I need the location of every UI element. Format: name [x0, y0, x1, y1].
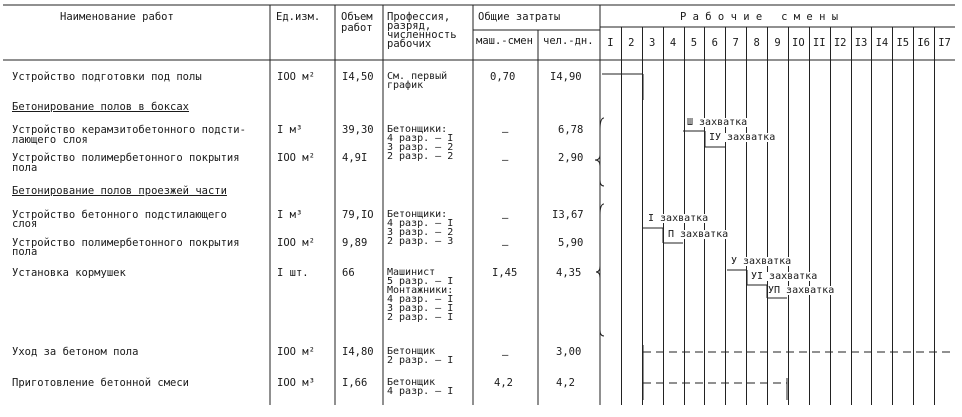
row-9-labor: 4,2 [556, 377, 575, 389]
row-8-machine: – [502, 349, 509, 361]
header-profession-2: разряд, [387, 20, 432, 32]
row-6-volume: 9,89 [342, 237, 368, 249]
row-2-machine: – [502, 126, 509, 138]
row-3-machine: – [502, 154, 509, 166]
row-6-labor: 5,90 [558, 237, 584, 249]
row-6-name-1: Устройство полимербетонного покрытия [12, 237, 240, 249]
row-5-prof-4: 2 разр. – 3 [387, 236, 454, 247]
shift-number: 9 [774, 37, 781, 49]
row-7-unit: I шт. [277, 267, 309, 279]
row-1-name: Устройство подготовки под полы [12, 71, 202, 83]
row-3-unit: IOO м² [277, 152, 315, 164]
header-unit: Ед.изм. [276, 11, 321, 23]
row-3-volume: 4,9I [342, 152, 368, 164]
gantt-label-3: Ш захватка [687, 117, 748, 128]
shift-number: I4 [875, 37, 889, 49]
row-8-prof-1: Бетонщик [387, 346, 436, 357]
header-machine: маш.-смен [476, 35, 533, 47]
row-7-labor: 4,35 [556, 267, 582, 279]
header-volume-2: работ [341, 22, 373, 34]
row-8-volume: I4,80 [342, 346, 374, 358]
row-5-labor: I3,67 [552, 209, 584, 221]
header-total: Общие затраты [478, 11, 561, 23]
row-5-volume: 79,IO [342, 209, 374, 221]
row-7-prof-6: 2 разр. – I [387, 312, 454, 323]
row-3-name-1: Устройство полимербетонного покрытия [12, 152, 240, 164]
row-8-name: Уход за бетоном пола [12, 346, 139, 358]
gantt-label-4: IУ захватка [709, 132, 776, 143]
shift-number: I7 [938, 37, 951, 49]
shift-number: 3 [649, 37, 656, 49]
row-9-prof-2: 4 разр. – I [387, 386, 454, 397]
row-7-volume: 66 [342, 267, 355, 279]
row-8-unit: IOO м² [277, 346, 315, 358]
row-6-unit: IOO м² [277, 237, 315, 249]
shift-number: 8 [753, 37, 760, 49]
gantt-braces [595, 118, 604, 336]
shift-number: II [812, 37, 826, 49]
shift-number: 5 [690, 37, 698, 49]
shift-number: 2 [628, 37, 635, 49]
row-1-unit: IOO м² [277, 71, 315, 83]
header-volume-1: Объем [341, 11, 373, 23]
shift-number: I [607, 37, 614, 49]
shift-number: 6 [711, 37, 718, 49]
row-5-name-1: Устройство бетонного подстилающего [12, 209, 227, 221]
row-3-labor: 2,90 [558, 152, 584, 164]
row-5-machine: – [502, 212, 509, 224]
row-7-prof-2: 5 разр. – I [387, 276, 454, 287]
header-name: Наименование работ [60, 11, 174, 23]
row-7-prof-1: Машинист [387, 267, 436, 278]
header-shifts: Р а б о ч и е с м е н ы [680, 11, 839, 23]
row-1-prof-2: график [387, 80, 424, 91]
row-5-unit: I м³ [277, 209, 303, 221]
row-9-machine: 4,2 [494, 377, 513, 389]
row-2-name-2: лающего слоя [12, 134, 88, 146]
row-5-name-2: слоя [12, 218, 38, 230]
gantt-label-7: УП захватка [768, 285, 835, 296]
row-9-name: Приготовление бетонной смеси [12, 377, 190, 389]
row-7-prof-4: 4 разр. – I [387, 294, 454, 305]
row-5-prof-2: 4 разр. – I [387, 218, 454, 229]
header-profession-3: численность [387, 29, 457, 41]
row-9-prof-1: Бетонщик [387, 377, 436, 388]
section-boxes-title: Бетонирование полов в боксах [12, 101, 190, 113]
row-7-machine: I,45 [492, 267, 518, 279]
shift-number: I2 [833, 37, 847, 49]
shift-number: IO [792, 37, 805, 49]
row-1-volume: I4,50 [342, 71, 374, 83]
row-7-prof-3: Монтажники: [387, 285, 454, 296]
row-7-name: Установка кормушек [12, 267, 126, 279]
gantt-label-2: П захватка [668, 229, 729, 240]
row-7-prof-5: 3 разр. – I [387, 303, 454, 314]
row-8-labor: 3,00 [556, 346, 582, 358]
gantt-label-1: I захватка [648, 213, 709, 224]
row-2-prof-1: Бетонщики: [387, 124, 448, 135]
shift-number: I5 [896, 37, 910, 49]
row-2-prof-2: 4 разр. – I [387, 133, 454, 144]
shift-number: I6 [917, 37, 930, 49]
row-6-name-2: пола [12, 246, 38, 258]
row-1-labor: I4,90 [550, 71, 582, 83]
row-8-prof-2: 2 разр. – I [387, 355, 454, 366]
row-2-unit: I м³ [277, 124, 303, 136]
row-9-volume: I,66 [342, 377, 368, 389]
header-profession-4: рабочих [387, 38, 432, 50]
row-9-unit: IOO м³ [277, 377, 315, 389]
section-driveway-title: Бетонирование полов проезжей части [12, 185, 227, 197]
row-6-machine: – [502, 239, 509, 251]
row-1-prof-1: См. первый [387, 71, 448, 82]
header-profession-1: Профессия, [387, 11, 451, 23]
row-2-labor: 6,78 [558, 124, 584, 136]
shift-number: 7 [732, 37, 739, 49]
row-5-prof-3: 3 разр. – 2 [387, 227, 454, 238]
row-2-prof-3: 3 разр. – 2 [387, 142, 454, 153]
row-5-prof-1: Бетонщики: [387, 209, 448, 220]
row-2-prof-4: 2 разр. – 2 [387, 151, 454, 162]
shift-number: I3 [854, 37, 868, 49]
gantt-label-5: У захватка [731, 256, 792, 267]
row-2-name-1: Устройство керамзитобетонного подсти- [12, 124, 246, 136]
shift-number: 4 [669, 37, 677, 49]
row-1-machine: 0,70 [490, 71, 516, 83]
gantt-dashed [643, 352, 955, 383]
row-3-name-2: пола [12, 162, 38, 174]
row-2-volume: 39,30 [342, 124, 374, 136]
header-labor: чел.-дн. [543, 35, 594, 47]
gantt-label-6: УI захватка [751, 271, 818, 282]
